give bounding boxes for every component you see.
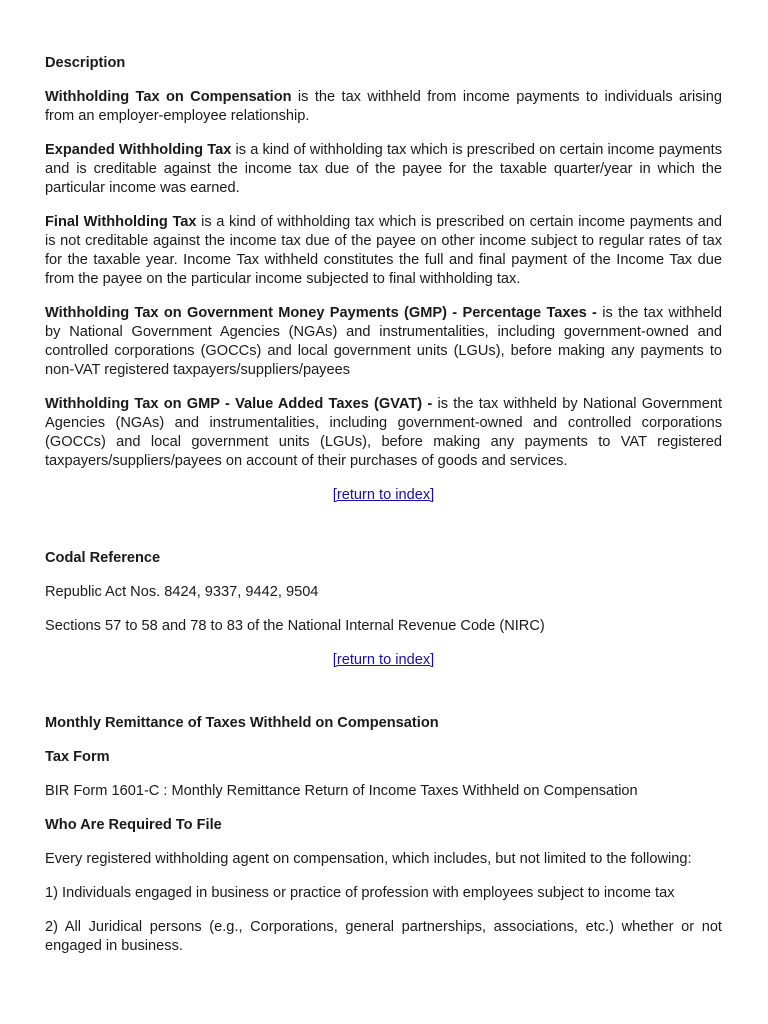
codal-line: Republic Act Nos. 8424, 9337, 9442, 9504 (45, 584, 319, 600)
tax-form-text: BIR Form 1601-C : Monthly Remittance Return of Income Taxes Withheld on Compensation (45, 783, 638, 799)
codal-reference-heading: Codal Reference (45, 550, 161, 566)
section-spacer (45, 685, 722, 714)
description-item (45, 213, 722, 289)
description-text: is the tax withheld by National Government Agencies (NGAs) and instrumentalities, including government-owned and controlled corporations (GOCCs) and local government units (LGUs), before making any payments to VAT registered taxpayers/suppliers/payees on account of their purchases of goods and services. (45, 396, 722, 469)
description-item (45, 304, 722, 380)
return-to-index-link[interactable]: [return to index] (332, 487, 435, 503)
tax-form-heading: Tax Form (45, 749, 110, 765)
description-text: is a kind of withholding tax which is prescribed on certain income payments and is not creditable against the income tax due of the payee on other income subject to regular rates of tax for the taxable year. Income Tax withheld constitutes the full and final payment of the Income Tax due from the payee on the particular income subjected to final withholding tax. (45, 214, 722, 287)
return-to-index-row (45, 651, 722, 670)
description-term: Withholding Tax on GMP - Value Added Taxes (GVAT) - (45, 396, 433, 412)
list-item: 2) All Juridical persons (e.g., Corporations, general partnerships, associations, etc.) whether or not engaged in business. (45, 919, 722, 954)
description-item (45, 141, 722, 198)
who-required-text: Every registered withholding agent on compensation, which includes, but not limited to the following: (45, 851, 692, 867)
description-term: Withholding Tax on Government Money Payments (GMP) - Percentage Taxes - (45, 305, 597, 321)
description-item (45, 88, 722, 126)
description-text: is the tax withheld from income payments to individuals arising from an employer-employee relationship. (45, 89, 722, 124)
description-heading: Description (45, 55, 126, 71)
monthly-remittance-heading: Monthly Remittance of Taxes Withheld on Compensation (45, 715, 439, 731)
description-item (45, 395, 722, 471)
return-to-index-row (45, 486, 722, 505)
who-required-heading: Who Are Required To File (45, 817, 222, 833)
description-text: is a kind of withholding tax which is prescribed on certain income payments and is creditable against the income tax due of the payee for the taxable quarter/year in which the particular income was earned. (45, 142, 722, 196)
codal-line: Sections 57 to 58 and 78 to 83 of the National Internal Revenue Code (NIRC) (45, 618, 545, 634)
description-term: Final Withholding Tax (45, 214, 197, 230)
section-spacer (45, 520, 722, 549)
return-to-index-link[interactable]: [return to index] (332, 652, 435, 668)
description-term: Expanded Withholding Tax (45, 142, 232, 158)
description-term: Withholding Tax on Compensation (45, 89, 292, 105)
list-item: 1) Individuals engaged in business or practice of profession with employees subject to income tax (45, 885, 675, 901)
description-text: is the tax withheld by National Government Agencies (NGAs) and instrumentalities, including government-owned and controlled corporations (GOCCs) and local government units (LGUs), before making any payments to non-VAT registered taxpayers/suppliers/payees (45, 305, 722, 378)
